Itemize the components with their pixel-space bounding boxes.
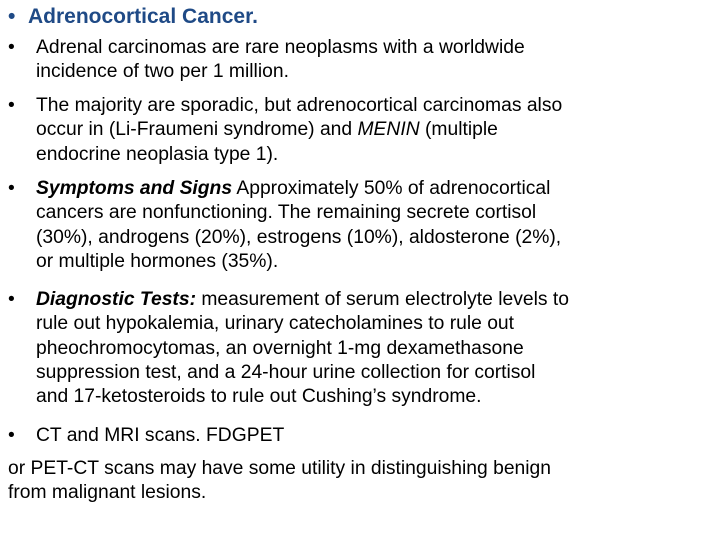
text-line — [36, 288, 720, 312]
text-line: (30%), androgens (20%), estrogens (10%), aldosterone (2%), — [36, 226, 562, 248]
bullet-text — [36, 424, 720, 448]
title-bullet: • — [8, 5, 16, 28]
text-line: rule out hypokalemia, urinary catecholamines to rule out — [36, 313, 515, 335]
text-line: endocrine neoplasia type 1). — [36, 143, 279, 165]
text-segment: occur in (Li-Fraumeni syndrome) and — [36, 119, 358, 141]
text-line: or PET-CT scans may have some utility in distinguishing benign — [8, 458, 551, 479]
section-heading: Symptoms and Signs — [36, 178, 233, 199]
text-segment: measurement of serum electrolyte levels to — [196, 289, 569, 310]
text-line: pheochromocytomas, an overnight 1-mg dexamethasone — [36, 337, 524, 359]
bullet-text — [36, 288, 720, 409]
bullet-text — [36, 36, 720, 85]
text-line: from malignant lesions. — [8, 482, 207, 504]
bullet-marker: • — [8, 289, 15, 310]
bullet-marker: • — [8, 37, 15, 58]
bullet-marker: • — [8, 178, 15, 199]
text-line: or multiple hormones (35%). — [36, 250, 279, 272]
text-line — [36, 177, 720, 201]
text-line: and 17-ketosteroids to rule out Cushing’s syndrome. — [36, 386, 482, 408]
bullet-text — [36, 94, 720, 167]
text-segment: (multiple — [419, 119, 498, 141]
text-line: Adrenal carcinomas are rare neoplasms with a worldwide — [36, 37, 525, 58]
text-line — [36, 118, 720, 142]
slide-title — [8, 3, 258, 31]
bullet-marker: • — [8, 425, 15, 446]
text-segment: Approximately 50% of adrenocortical — [232, 178, 551, 199]
section-heading: Diagnostic Tests: — [36, 289, 196, 310]
menin-gene-term: MENIN — [357, 119, 420, 141]
text-line: CT and MRI scans. FDGPET — [36, 425, 285, 446]
text-line: cancers are nonfunctioning. The remaining secrete cortisol — [36, 202, 537, 224]
continuation-paragraph — [8, 457, 551, 506]
text-line: suppression test, and a 24-hour urine collection for cortisol — [36, 361, 536, 383]
text-line: The majority are sporadic, but adrenocortical carcinomas also — [36, 95, 563, 116]
bullet-text — [36, 177, 720, 274]
bullet-marker: • — [8, 95, 15, 116]
title-text: Adrenocortical Cancer. — [28, 5, 258, 28]
text-line: incidence of two per 1 million. — [36, 61, 289, 83]
